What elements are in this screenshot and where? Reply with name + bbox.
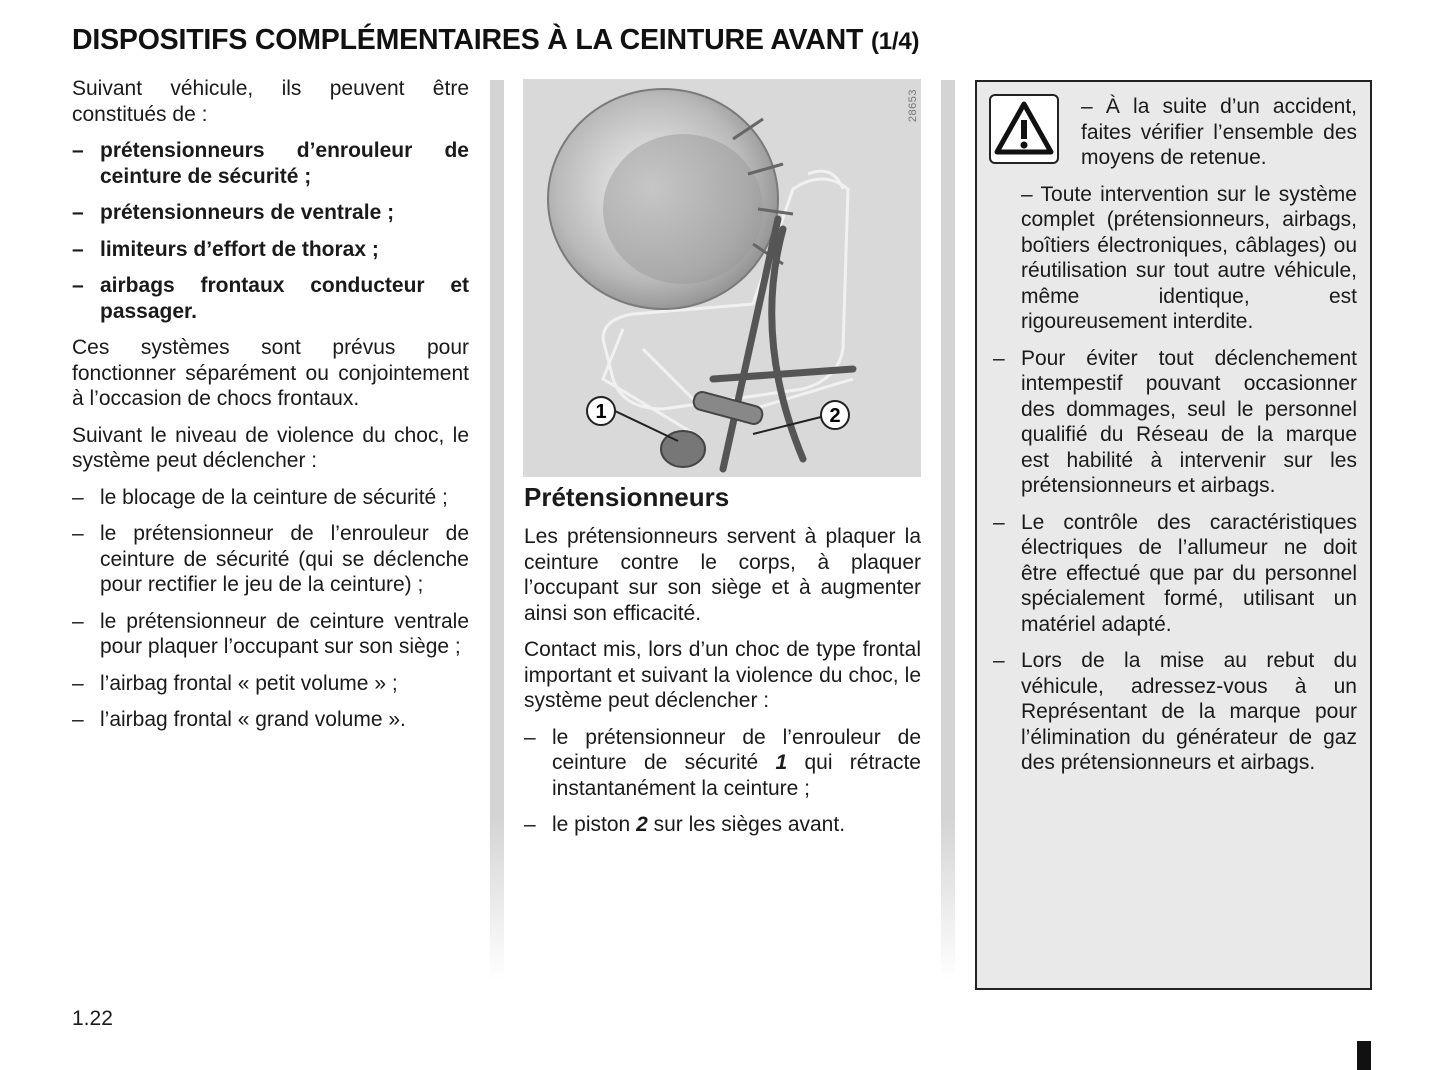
callout-1: 1 — [595, 401, 607, 423]
figure-reference: 28653 — [907, 89, 919, 123]
systems-text: Ces systèmes sont prévus pour fonctionner séparément ou conjointement à l’occasion de chocs frontaux. — [72, 336, 469, 410]
pretensioner-list — [524, 725, 921, 838]
column-left — [72, 76, 469, 744]
page-title: DISPOSITIFS COMPLÉMENTAIRES À LA CEINTURE AVANT (1/4) — [72, 24, 920, 56]
pretensioner-purpose: Les prétensionneurs servent à plaquer la ceinture contre le corps, à plaquer l’occupant sur son siège et à augmenter ainsi son efficacité. — [524, 525, 921, 625]
warning-item: – Pour éviter tout déclenchement intempestif pouvant occasionner des dommages, seul le personnel qualifié du Réseau de la marque est habilité à intervenir sur les prétensionneurs et airbags. — [993, 346, 1357, 497]
list-item: – limiteurs d’effort de thorax ; — [72, 237, 469, 263]
warning-item: – À la suite d’un accident, faites vérifier l’ensemble des moyens de retenue. — [1081, 95, 1357, 169]
list-item: – le blocage de la ceinture de sécurité ; — [72, 485, 469, 511]
pretensioner-trigger: Contact mis, lors d’un choc de type frontal important et suivant la violence du choc, le système peut déclencher : — [524, 638, 921, 712]
warning-item: – Lors de la mise au rebut du véhicule, adressez-vous à un Représentant de la marque pour l’élimination du générateur de gaz des prétensionneurs et airbags. — [993, 649, 1357, 774]
list-item: – le piston 2 sur les sièges avant. — [524, 812, 921, 838]
page-part: (1/4) — [870, 28, 920, 55]
list-item: – airbags frontaux conducteur et passager. — [72, 273, 469, 324]
warning-item: – Le contrôle des caractéristiques électriques de l’allumeur ne doit être effectué que par du personnel spécialement formé, utilisant un matériel adapté. — [993, 510, 1357, 636]
intro-text: Suivant véhicule, ils peuvent être constitués de : — [72, 77, 469, 126]
list-item: – le prétensionneur de l’enrouleur de ceinture de sécurité (qui se déclenche pour rectifier le jeu de la ceinture) ; — [72, 521, 469, 598]
callout-2: 2 — [829, 405, 841, 427]
list-item: – l’airbag frontal « petit volume » ; — [72, 671, 469, 697]
seat-airbag-drawing — [523, 79, 921, 477]
column-middle — [524, 524, 921, 849]
list-item: – le prétensionneur de l’enrouleur de ceinture de sécurité 1 qui rétracte instantanément la ceinture ; — [524, 725, 921, 802]
triggers-list — [72, 485, 469, 733]
list-item: – prétensionneurs d’enrouleur de ceinture de sécurité ; — [72, 138, 469, 189]
list-item: – le prétensionneur de ceinture ventrale pour plaquer l’occupant sur son siège ; — [72, 609, 469, 660]
column-divider — [941, 80, 955, 980]
column-divider — [490, 80, 504, 980]
devices-list — [72, 138, 469, 324]
section-tab — [1357, 1041, 1371, 1070]
section-heading: Prétensionneurs — [524, 482, 730, 512]
warning-text — [993, 94, 1357, 787]
warning-box — [975, 80, 1372, 990]
page-number: 1.22 — [72, 1007, 113, 1030]
list-item: – prétensionneurs de ventrale ; — [72, 200, 469, 226]
list-item: – l’airbag frontal « grand volume ». — [72, 707, 469, 733]
warning-item: – Toute intervention sur le système complet (prétensionneurs, airbags, boîtiers électroniques, câblages) ou réutilisation sur tout autre véhicule, même identique, est rigoureusement interdite. — [1021, 182, 1357, 333]
pretensioner-illustration — [523, 79, 921, 477]
severity-text: Suivant le niveau de violence du choc, le système peut déclencher : — [72, 423, 469, 472]
